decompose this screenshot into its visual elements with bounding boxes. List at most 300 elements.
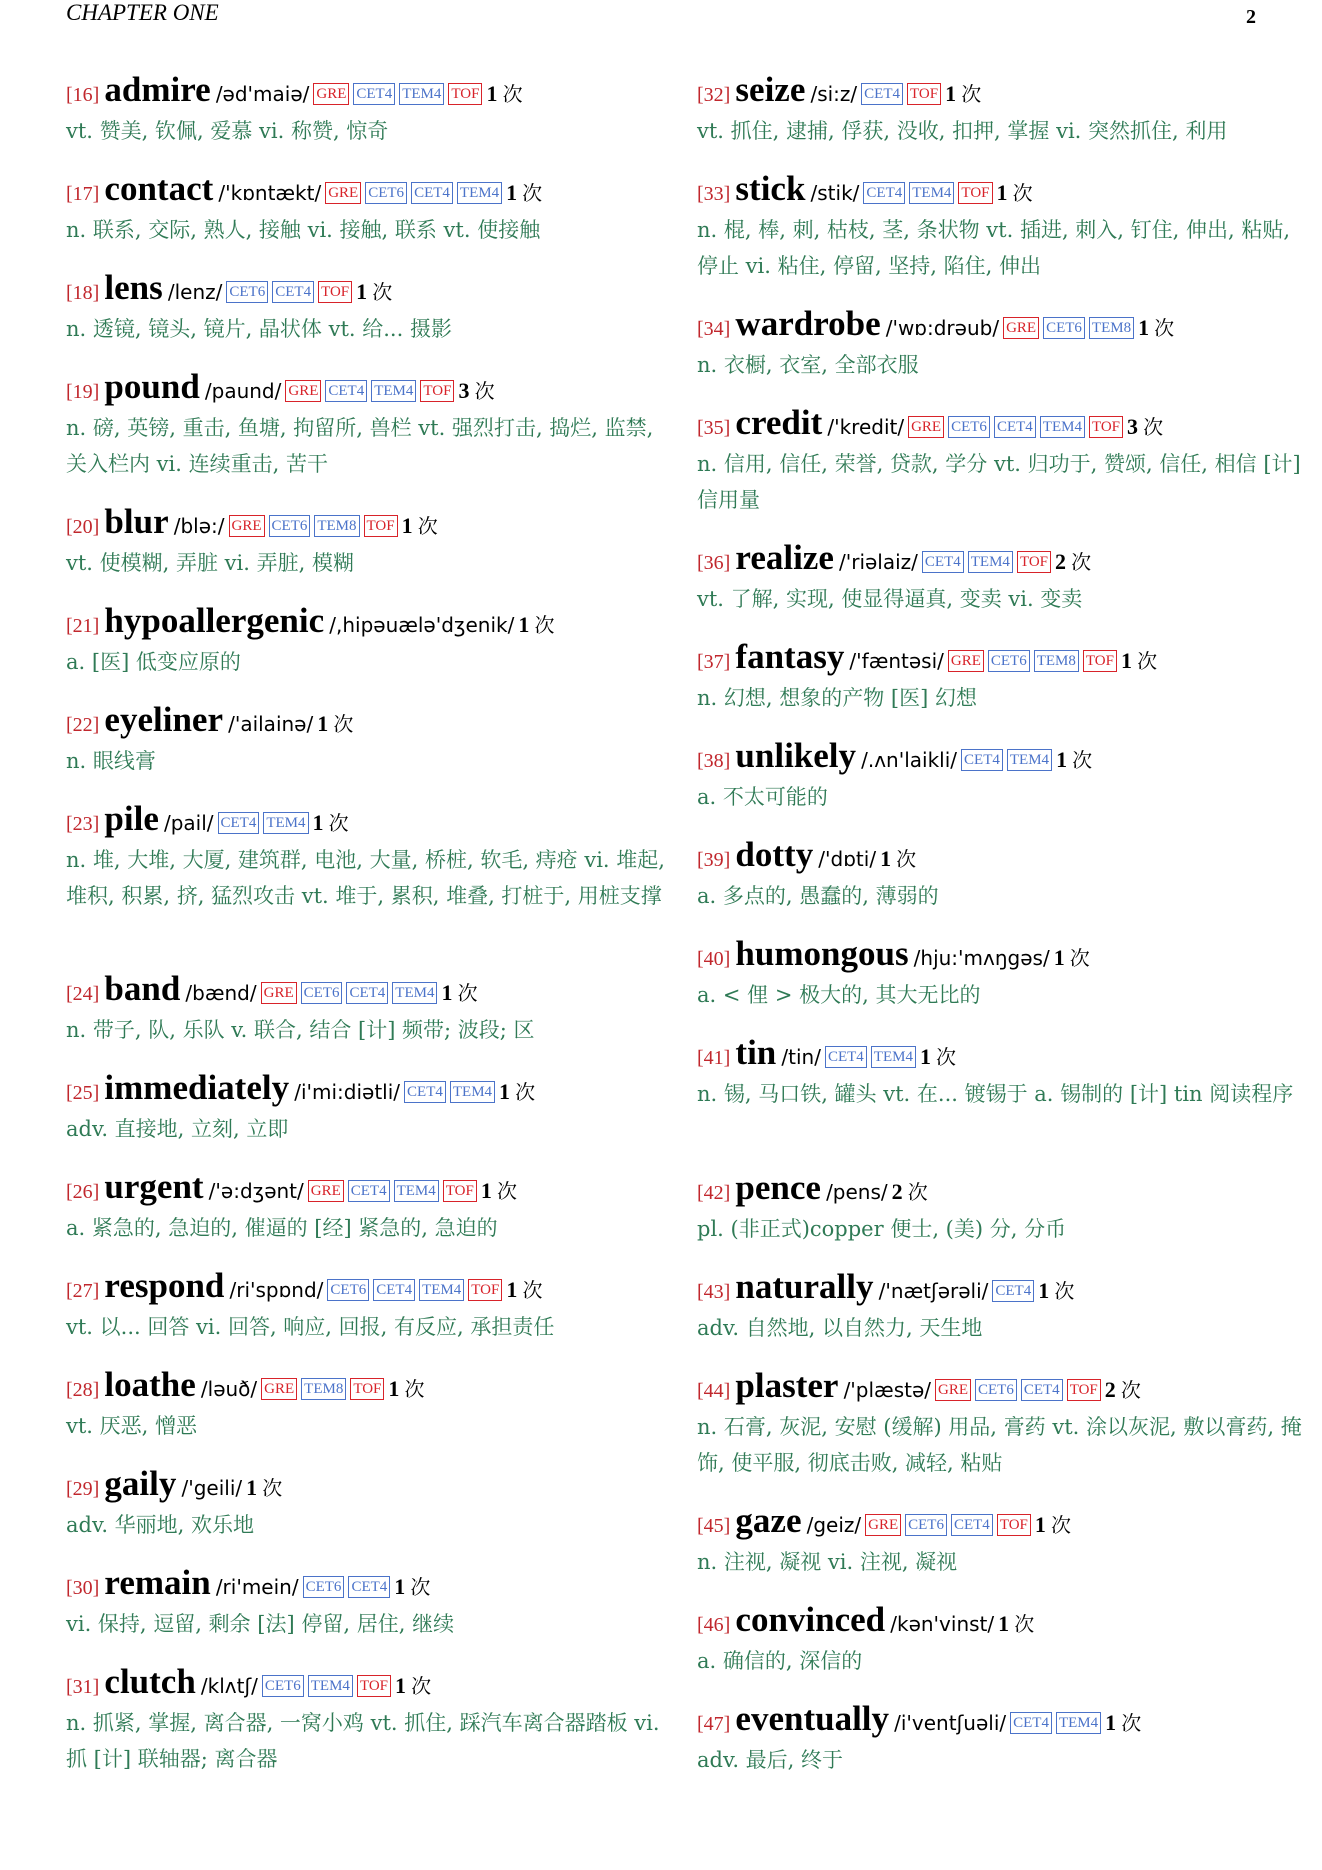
definition: n. 锡, 马口铁, 罐头 vt. 在... 镀锡于 a. 锡制的 [计] tin 阅读程序 [697,1082,1294,1106]
headword: clutch [104,1662,196,1701]
exam-tag-cet6: CET6 [303,1576,345,1598]
exam-tag-cet4: CET4 [922,551,964,573]
exam-tag-tem8: TEM8 [314,515,359,537]
times-label: 次 [1014,1612,1035,1636]
headword-line [697,1265,1307,1309]
phonetic: /bænd/ [185,981,257,1005]
vocab-entry [66,599,676,698]
vocab-entry [697,1598,1307,1697]
headword: pence [735,1168,821,1207]
vocab-entry [66,1264,676,1363]
times-label: 次 [411,1674,432,1698]
times-label: 次 [404,1377,425,1401]
occurrence-count: 3 [1127,414,1139,439]
occurrence-count: 1 [246,1475,258,1500]
entry-number: [35] [697,417,731,439]
phonetic: /'kɒntækt/ [218,181,322,205]
exam-tag-tem4: TEM4 [392,982,437,1004]
entry-number: [36] [697,552,731,574]
headword-line [697,1364,1307,1408]
occurrence-count: 1 [1120,648,1132,673]
occurrence-count: 1 [1138,315,1150,340]
definition: n. 带子, 队, 乐队 v. 联合, 结合 [计] 频带; 波段; 区 [66,1018,535,1042]
exam-tag-tof: TOF [958,182,992,204]
vocab-entry [697,932,1307,1031]
entry-number: [18] [66,282,100,304]
exam-tag-tem4: TEM4 [419,1279,464,1301]
headword-line [697,1166,1307,1210]
occurrence-count: 2 [1055,549,1067,574]
exam-tag-tem4: TEM4 [308,1675,353,1697]
entry-number: [28] [66,1379,100,1401]
headword: credit [735,403,823,442]
headword-line [66,1264,676,1308]
exam-tag-cet4: CET4 [218,812,260,834]
times-label: 次 [1071,550,1092,574]
phonetic: /stik/ [810,181,860,205]
definition: vt. 使模糊, 弄脏 vi. 弄脏, 模糊 [66,551,354,575]
entry-number: [44] [697,1380,731,1402]
exam-tag-tem4: TEM4 [1007,749,1052,771]
entry-number: [40] [697,948,731,970]
headword-line [697,1031,1307,1075]
entry-number: [39] [697,849,731,871]
exam-tag-tem4: TEM4 [399,83,444,105]
vocab-entry [697,1166,1307,1265]
occurrence-count: 2 [891,1179,903,1204]
exam-tag-tof: TOF [350,1378,384,1400]
entry-number: [16] [66,84,100,106]
headword: gaze [735,1501,802,1540]
occurrence-count: 1 [499,1079,511,1104]
phonetic: /'ailainə/ [228,712,314,736]
exam-tag-gre: GRE [325,182,361,204]
headword: band [104,969,181,1008]
exam-tag-cet4: CET4 [348,1576,390,1598]
exam-tag-gre: GRE [285,380,321,402]
vocab-entry [697,1265,1307,1364]
exam-tag-cet6: CET6 [226,281,268,303]
exam-tag-cet4: CET4 [1010,1712,1052,1734]
exam-tag-cet4: CET4 [346,982,388,1004]
headword: respond [104,1266,225,1305]
vocab-entry [697,167,1307,302]
headword-line [697,1499,1307,1543]
exam-tag-tof: TOF [443,1180,477,1202]
exam-tag-tem4: TEM4 [1040,416,1085,438]
definition: n. 石膏, 灰泥, 安慰 (缓解) 用品, 膏药 vt. 涂以灰泥, 敷以膏药, 掩饰, 使平服, 彻底击败, 减轻, 粘贴 [697,1415,1302,1475]
phonetic: /si:z/ [810,82,858,106]
definition: a. 不太可能的 [697,785,828,809]
headword-line [697,734,1307,778]
vocab-entry [697,1499,1307,1598]
occurrence-count: 1 [312,810,324,835]
phonetic: /paund/ [204,379,282,403]
times-label: 次 [410,1575,431,1599]
exam-tag-cet4: CET4 [863,182,905,204]
exam-tag-tof: TOF [318,281,352,303]
vocab-entry [66,1165,676,1264]
definition: a. 紧急的, 急迫的, 催逼的 [经] 紧急的, 急迫的 [66,1216,498,1240]
vocab-entry [66,500,676,599]
entry-number: [21] [66,615,100,637]
exam-tag-cet4: CET4 [272,281,314,303]
definition: a. 确信的, 深信的 [697,1649,863,1673]
definition: pl. (非正式)copper 便士, (美) 分, 分币 [697,1217,1067,1241]
headword-line [66,500,676,544]
occurrence-count: 3 [458,378,470,403]
occurrence-count: 1 [441,980,453,1005]
vocab-entry [66,167,676,266]
occurrence-count: 1 [486,81,498,106]
exam-tag-cet6: CET6 [262,1675,304,1697]
vocab-entry [697,734,1307,833]
vocab-entry [697,1364,1307,1499]
definition: a. [医] 低变应原的 [66,650,241,674]
occurrence-count: 1 [317,711,329,736]
headword: eyeliner [104,700,223,739]
entry-number: [24] [66,983,100,1005]
entry-number: [19] [66,381,100,403]
phonetic: /lenz/ [167,280,223,304]
headword: unlikely [735,736,857,775]
definition: adv. 直接地, 立刻, 立即 [66,1117,289,1141]
headword-line [697,1598,1307,1642]
headword-line [697,932,1307,976]
phonetic: /'wɒ:drəub/ [885,316,1000,340]
times-label: 次 [328,811,349,835]
times-label: 次 [515,1080,536,1104]
occurrence-count: 1 [1053,945,1065,970]
exam-tag-gre: GRE [261,1378,297,1400]
entry-number: [34] [697,318,731,340]
phonetic: /i'ventʃuəli/ [894,1711,1007,1735]
phonetic: /'nætʃərəli/ [878,1279,989,1303]
occurrence-count: 1 [506,180,518,205]
exam-tag-tof: TOF [468,1279,502,1301]
entry-number: [38] [697,750,731,772]
times-label: 次 [1069,946,1090,970]
exam-tag-cet6: CET6 [365,182,407,204]
definition: n. 堆, 大堆, 大厦, 建筑群, 电池, 大量, 桥桩, 软毛, 痔疮 vi. 堆起, 堆积, 积累, 挤, 猛烈攻击 vt. 堆于, 累积, 堆叠, 打桩于, 用桩支撑 [66,848,665,908]
times-label: 次 [534,613,555,637]
definition: a. 多点的, 愚蠢的, 薄弱的 [697,884,939,908]
exam-tag-cet6: CET6 [301,982,343,1004]
entry-number: [37] [697,651,731,673]
times-label: 次 [457,981,478,1005]
headword-line [66,1561,676,1605]
phonetic: /.ʌn'laikli/ [861,748,958,772]
times-label: 次 [936,1045,957,1069]
phonetic: /'plæstə/ [843,1378,931,1402]
phonetic: /ləuð/ [200,1377,258,1401]
vocab-entry [697,1031,1307,1166]
times-label: 次 [1012,181,1033,205]
occurrence-count: 1 [388,1376,400,1401]
times-label: 次 [496,1179,517,1203]
vocab-entry [697,833,1307,932]
headword: dotty [735,835,814,874]
times-label: 次 [1143,415,1164,439]
entry-number: [29] [66,1478,100,1500]
vocab-entry [66,797,676,967]
occurrence-count: 1 [880,846,892,871]
phonetic: /klʌtʃ/ [200,1674,258,1698]
phonetic: /ri'mein/ [215,1575,299,1599]
vocab-entry [66,68,676,167]
headword: stick [735,169,806,208]
occurrence-count: 1 [1034,1512,1046,1537]
definition: adv. 最后, 终于 [697,1748,844,1772]
times-label: 次 [262,1476,283,1500]
headword: contact [104,169,214,208]
vocab-entry [697,302,1307,401]
phonetic: /'kredit/ [827,415,905,439]
phonetic: /tin/ [781,1045,821,1069]
occurrence-count: 1 [1056,747,1068,772]
times-label: 次 [474,379,495,403]
exam-tag-tof: TOF [1067,1379,1101,1401]
exam-tag-tem4: TEM4 [450,1081,495,1103]
exam-tag-cet4: CET4 [373,1279,415,1301]
exam-tag-tof: TOF [420,380,454,402]
headword-line [697,68,1307,112]
exam-tag-tem8: TEM8 [301,1378,346,1400]
definition: n. 衣橱, 衣室, 全部衣服 [697,353,919,377]
headword-line [66,599,676,643]
exam-tag-tof: TOF [1083,650,1117,672]
headword: lens [104,268,163,307]
exam-tag-tem4: TEM4 [871,1046,916,1068]
phonetic: /hju:'mʌŋgəs/ [913,946,1050,970]
headword-line [66,797,676,841]
occurrence-count: 1 [394,1574,406,1599]
occurrence-count: 1 [945,81,957,106]
definition: a. < 俚 > 极大的, 其大无比的 [697,983,981,1007]
phonetic: /'fæntəsi/ [849,649,944,673]
vocab-entry [697,635,1307,734]
headword: convinced [735,1600,886,1639]
headword-line [66,1165,676,1209]
definition: n. 注视, 凝视 vi. 注视, 凝视 [697,1550,958,1574]
entry-number: [41] [697,1047,731,1069]
times-label: 次 [522,1278,543,1302]
occurrence-count: 2 [1104,1377,1116,1402]
exam-tag-cet4: CET4 [1021,1379,1063,1401]
times-label: 次 [961,82,982,106]
exam-tag-cet6: CET6 [1043,317,1085,339]
headword-line [697,167,1307,211]
exam-tag-cet4: CET4 [325,380,367,402]
vocab-entry [66,1462,676,1561]
headword: pile [104,799,159,838]
headword: remain [104,1563,211,1602]
exam-tag-tof: TOF [357,1675,391,1697]
entry-number: [27] [66,1280,100,1302]
exam-tag-cet6: CET6 [988,650,1030,672]
exam-tag-cet4: CET4 [992,1280,1034,1302]
exam-tag-tem4: TEM4 [968,551,1013,573]
times-label: 次 [333,712,354,736]
entry-number: [46] [697,1614,731,1636]
vocab-entry [66,1561,676,1660]
entry-number: [47] [697,1713,731,1735]
phonetic: /'ə:dʒənt/ [208,1179,304,1203]
headword-line [697,401,1307,445]
definition: n. 信用, 信任, 荣誉, 贷款, 学分 vt. 归功于, 赞颂, 信任, 相信 [计] 信用量 [697,452,1301,512]
vocab-entry [66,1066,676,1165]
phonetic: /geiz/ [806,1513,862,1537]
headword-line [66,698,676,742]
entry-number: [30] [66,1577,100,1599]
headword: gaily [104,1464,177,1503]
headword-line [66,1066,676,1110]
headword: seize [735,70,806,109]
headword: urgent [104,1167,204,1206]
exam-tag-cet4: CET4 [861,83,903,105]
phonetic: /,hipəuælə'dʒenik/ [329,613,515,637]
definition: n. 幻想, 想象的产物 [医] 幻想 [697,686,977,710]
occurrence-count: 1 [401,513,413,538]
entry-number: [45] [697,1515,731,1537]
exam-tag-cet4: CET4 [961,749,1003,771]
entry-number: [23] [66,813,100,835]
exam-tag-cet6: CET6 [905,1514,947,1536]
exam-tag-cet4: CET4 [404,1081,446,1103]
phonetic: /'riəlaiz/ [838,550,918,574]
vocab-entry [66,1660,676,1795]
exam-tag-cet4: CET4 [348,1180,390,1202]
exam-tag-tof: TOF [448,83,482,105]
phonetic: /əd'maiə/ [215,82,310,106]
vocab-entry [697,68,1307,167]
headword: pound [104,367,200,406]
headword-line [697,1697,1307,1741]
headword: wardrobe [735,304,881,343]
occurrence-count: 1 [518,612,530,637]
times-label: 次 [907,1180,928,1204]
times-label: 次 [1120,1378,1141,1402]
right-column [697,68,1307,1796]
times-label: 次 [1121,1711,1142,1735]
vocab-entry [66,266,676,365]
occurrence-count: 1 [998,1611,1010,1636]
definition: n. 棍, 棒, 刺, 枯枝, 茎, 条状物 vt. 插进, 刺入, 钉住, 伸出, 粘贴, 停止 vi. 粘住, 停留, 坚持, 陷住, 伸出 [697,218,1291,278]
headword: hypoallergenic [104,601,325,640]
occurrence-count: 1 [395,1673,407,1698]
exam-tag-gre: GRE [865,1514,901,1536]
headword: immediately [104,1068,290,1107]
vocab-entry [66,365,676,500]
exam-tag-cet4: CET4 [411,182,453,204]
entry-number: [17] [66,183,100,205]
exam-tag-gre: GRE [935,1379,971,1401]
definition: n. 联系, 交际, 熟人, 接触 vi. 接触, 联系 vt. 使接触 [66,218,541,242]
times-label: 次 [1054,1279,1075,1303]
headword: humongous [735,934,909,973]
headword-line [697,833,1307,877]
exam-tag-tem4: TEM4 [909,182,954,204]
phonetic: /blə:/ [173,514,225,538]
headword-line [697,635,1307,679]
exam-tag-cet6: CET6 [948,416,990,438]
entry-number: [31] [66,1676,100,1698]
times-label: 次 [502,82,523,106]
headword-line [66,266,676,310]
entry-number: [32] [697,84,731,106]
occurrence-count: 1 [996,180,1008,205]
exam-tag-cet6: CET6 [327,1279,369,1301]
definition: n. 磅, 英镑, 重击, 鱼塘, 拘留所, 兽栏 vt. 强烈打击, 捣烂, 监禁, 关入栏内 vi. 连续重击, 苦干 [66,416,654,476]
headword: realize [735,538,834,577]
occurrence-count: 1 [480,1178,492,1203]
exam-tag-gre: GRE [229,515,265,537]
headword-line [66,68,676,112]
headword-line [66,967,676,1011]
entry-number: [22] [66,714,100,736]
page-number: 2 [1246,6,1256,28]
exam-tag-cet4: CET4 [951,1514,993,1536]
entry-number: [33] [697,183,731,205]
headword: naturally [735,1267,874,1306]
vocab-entry [697,401,1307,536]
phonetic: /'geili/ [181,1476,243,1500]
vocab-entry [697,1697,1307,1796]
definition: n. 透镜, 镜头, 镜片, 晶状体 vt. 给... 摄影 [66,317,452,341]
exam-tag-tem4: TEM4 [457,182,502,204]
definition: n. 眼线膏 [66,749,156,773]
headword-line [697,302,1307,346]
exam-tag-cet6: CET6 [269,515,311,537]
times-label: 次 [1050,1513,1071,1537]
occurrence-count: 1 [1038,1278,1050,1303]
headword-line [697,536,1307,580]
vocab-entry [66,698,676,797]
definition: vt. 了解, 实现, 使显得逼真, 变卖 vi. 变卖 [697,587,1083,611]
headword-line [66,1660,676,1704]
definition: vt. 赞美, 钦佩, 爱慕 vi. 称赞, 惊奇 [66,119,389,143]
definition: vt. 厌恶, 憎恶 [66,1414,198,1438]
exam-tag-tem4: TEM4 [394,1180,439,1202]
times-label: 次 [417,514,438,538]
exam-tag-cet4: CET4 [353,83,395,105]
exam-tag-tof: TOF [1089,416,1123,438]
headword-line [66,167,676,211]
exam-tag-tem4: TEM4 [371,380,416,402]
definition: adv. 自然地, 以自然力, 天生地 [697,1316,983,1340]
headword: tin [735,1033,777,1072]
exam-tag-tof: TOF [907,83,941,105]
definition: n. 抓紧, 掌握, 离合器, 一窝小鸡 vt. 抓住, 踩汽车离合器踏板 vi. 抓 [计] 联轴器; 离合器 [66,1711,660,1771]
phonetic: /pens/ [826,1180,888,1204]
headword-line [66,365,676,409]
headword: plaster [735,1366,839,1405]
definition: vi. 保持, 逗留, 剩余 [法] 停留, 居住, 继续 [66,1612,455,1636]
page-header [66,0,1256,36]
vocab-entry [66,967,676,1066]
exam-tag-cet6: CET6 [975,1379,1017,1401]
headword: admire [104,70,211,109]
occurrence-count: 1 [356,279,368,304]
phonetic: /pail/ [163,811,214,835]
exam-tag-cet4: CET4 [825,1046,867,1068]
exam-tag-tem8: TEM8 [1034,650,1079,672]
headword: blur [104,502,169,541]
exam-tag-gre: GRE [908,416,944,438]
left-column [66,68,676,1795]
definition: adv. 华丽地, 欢乐地 [66,1513,255,1537]
exam-tag-gre: GRE [313,83,349,105]
